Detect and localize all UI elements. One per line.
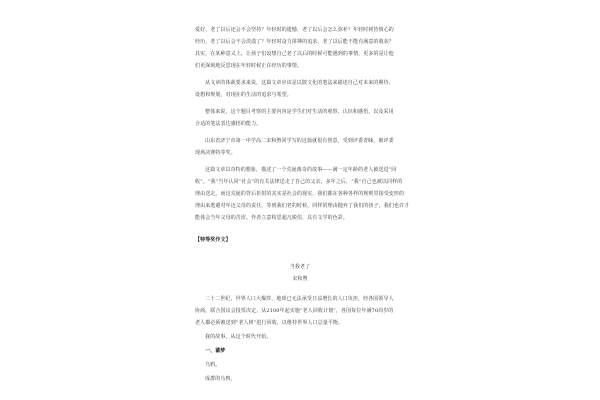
- text-line: 经历，老了以后会不会淡漠了？年轻时奋力拼搏的追求，老了以后能不能有满意的收获？: [195, 39, 394, 45]
- essay-line: 协商，联合国议会投票决定，从2100年起实施“老人回收计划”，各国每位年满70周岁的: [195, 308, 394, 314]
- essay-subheading: 一、蕃梦: [205, 348, 226, 354]
- essay-title: 当我老了: [289, 264, 311, 270]
- text-line: 理由来逃避对年迈父母的责任，等到我们老的时候，同样的理由抛弃了我们的孩子，我们也许才: [195, 203, 410, 209]
- essay-line: 我的故事，从这个时代开始。: [205, 334, 272, 340]
- text-line: 从文章的体裁要求来说，这篇文章应该是以散文化的笔法来描述自己对未来的期待、: [205, 80, 394, 86]
- text-line: 山东省济宁市第一中学高二宋和煦同学写的这篇就很有创意，受到评委青睐，被评委: [205, 138, 394, 144]
- text-line: 这篇文章以奇特的想象，描述了一个荒诞离奇的故事——满一定年龄的老人被送进“回: [205, 167, 397, 173]
- text-line: 其实，在某种意义上，让孩子们设想自己老了以后的时候可能遇到的事情，更多的是让他: [195, 51, 394, 57]
- essay-line: 二十二世纪，世界人口大爆炸，地球已无法承受日益增长的人口负担，经各国领导人: [205, 296, 394, 302]
- text-line: 们更深刻地反思现在年轻时候正在经历的事情。: [195, 63, 303, 69]
- essay-line: 老人都必须被送到“老人树”进行回收，以维持世界人口总量平衡。: [195, 320, 344, 326]
- text-line: 理由送走。而这荒诞的背后折射的其实是社会的现实，我们都在各种各样的规则里接受变形的: [195, 191, 405, 197]
- text-line: 设想和规划，对现在的生活的追求与希望。: [195, 92, 292, 98]
- essay-line: 乌鸦。: [205, 362, 221, 368]
- essay-line: 成群的乌鸦。: [205, 376, 236, 382]
- text-line: 整体来说，这个题目考察的主要内容是学生们对生活的观察、认识和感悟，以及采用: [205, 109, 394, 115]
- text-line: 爱好，老了以后还会不会坚持？年轻时的遗憾，老了以后会怎么弥补？年轻时树皆愤心的: [195, 27, 394, 33]
- text-line: 能体会当年父母的苦涩。作者立意构思超凡脱俗，具有文学的色彩。: [195, 215, 349, 221]
- essay-author: 宋和煦: [292, 276, 308, 282]
- text-line: 现场决赛特等奖。: [195, 150, 236, 156]
- text-line: 收”。“我”当年认同“社会”的有关法律送走了自己的父亲，多年之后，“我”自己也被以同样的: [195, 179, 403, 185]
- section-label: 【特等奖作文】: [195, 237, 231, 243]
- text-line: 合适的笔法表达感悟的能力。: [195, 121, 262, 127]
